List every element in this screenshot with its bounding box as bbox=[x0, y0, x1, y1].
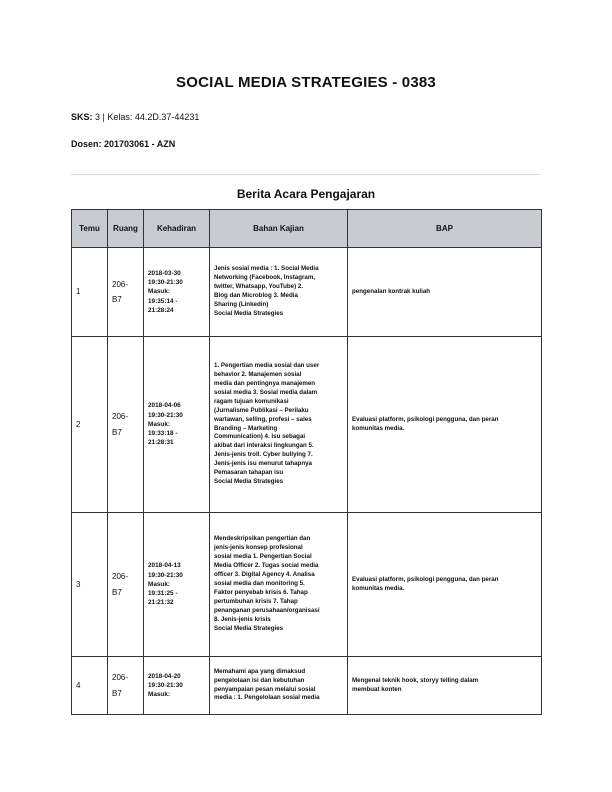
cell-kehadiran: 2018-04-06 19:30-21:30 Masuk: 19:33:18 - 21:28:31 bbox=[144, 337, 210, 513]
table-row bbox=[72, 337, 542, 513]
cell-kehadiran: 2018-03-30 19:30-21:30 Masuk: 19:35:14 - 21:28:24 bbox=[144, 248, 210, 337]
sks-value: 3 | Kelas: 44.2D.37-44231 bbox=[95, 112, 200, 122]
header-bahan-kajian: Bahan Kajian bbox=[210, 210, 348, 248]
cell-bahan-kajian: Memahami apa yang dimaksud pengelolaan isi dan kebutuhan penyampaian pesan melalui sosial media : 1. Pengelolaan sosial media bbox=[210, 657, 348, 715]
table-row bbox=[72, 513, 542, 657]
cell-bahan-kajian: Jenis sosial media : 1. Social Media Networking (Facebook, Instagram, twitter, Whatsapp, YouTube) 2. Blog dan Microblog 3. Media Sharing (Linkedin) Social Media Strategies bbox=[210, 248, 348, 337]
cell-ruang: 206- B7 bbox=[108, 513, 144, 657]
header-temu: Temu bbox=[72, 210, 108, 248]
cell-kehadiran: 2018-04-13 19:30-21:30 Masuk: 19:31:25 - 21:21:32 bbox=[144, 513, 210, 657]
cell-temu: 2 bbox=[72, 337, 108, 513]
cell-kehadiran: 2018-04-20 19:30-21:30 Masuk: bbox=[144, 657, 210, 715]
cell-temu: 1 bbox=[72, 248, 108, 337]
section-title: Berita Acara Pengajaran bbox=[236, 187, 376, 201]
cell-bap: Evaluasi platform, psikologi pengguna, dan peran komunitas media. bbox=[348, 337, 542, 513]
table-header-row bbox=[72, 210, 542, 248]
divider bbox=[71, 174, 541, 175]
cell-bahan-kajian: 1. Pengertian media sosial dan user behavior 2. Manajemen sosial media dan pentingnya manajemen sosial media 3. Sosial media dalam ragam tujuan komunikasi (Jurnalisme Publikasi – Perilaku wartawan, selling, profesi – sales Branding – Marketing Communication) 4. Isu sebagai akibat dari interaksi lingkungan 5. Jenis-jenis troll. Cyber bullying 7. Jenis-jenis isu menurut tahapnya Pemasaran tahapan isu Social Media Strategies bbox=[210, 337, 348, 513]
cell-bap: Evaluasi platform, psikologi pengguna, dan peran komunitas media. bbox=[348, 513, 542, 657]
header-ruang: Ruang bbox=[108, 210, 144, 248]
cell-temu: 3 bbox=[72, 513, 108, 657]
bap-table bbox=[71, 209, 542, 715]
cell-bap: pengenalan kontrak kuliah bbox=[348, 248, 542, 337]
course-dosen bbox=[71, 139, 175, 149]
header-bap: BAP bbox=[348, 210, 542, 248]
dosen-value: 201703061 - AZN bbox=[104, 139, 176, 149]
table-row bbox=[72, 657, 542, 715]
cell-temu: 4 bbox=[72, 657, 108, 715]
course-sks-kelas bbox=[71, 112, 199, 122]
cell-bahan-kajian: Mendeskripsikan pengertian dan jenis-jenis konsep profesional sosial media 1. Pengertian Social Media Officer 2. Tugas social media officer 3. Digital Agency 4. Analisa sosial media dan monitoring 5. Faktor penyebab krisis 6. Tahap pertumbuhan krisis 7. Tahap penanganan perusahaan/organisasi 8. Jenis-jenis krisis Social Media Strategies bbox=[210, 513, 348, 657]
header-kehadiran: Kehadiran bbox=[144, 210, 210, 248]
cell-ruang: 206- B7 bbox=[108, 657, 144, 715]
dosen-label: Dosen: bbox=[71, 139, 102, 149]
table-row bbox=[72, 248, 542, 337]
cell-ruang: 206- B7 bbox=[108, 337, 144, 513]
sks-label: SKS: bbox=[71, 112, 93, 122]
page-title: SOCIAL MEDIA STRATEGIES - 0383 bbox=[176, 74, 436, 91]
cell-ruang: 206- B7 bbox=[108, 248, 144, 337]
cell-bap: Mengenal teknik hook, storyy telling dalam membuat konten bbox=[348, 657, 542, 715]
